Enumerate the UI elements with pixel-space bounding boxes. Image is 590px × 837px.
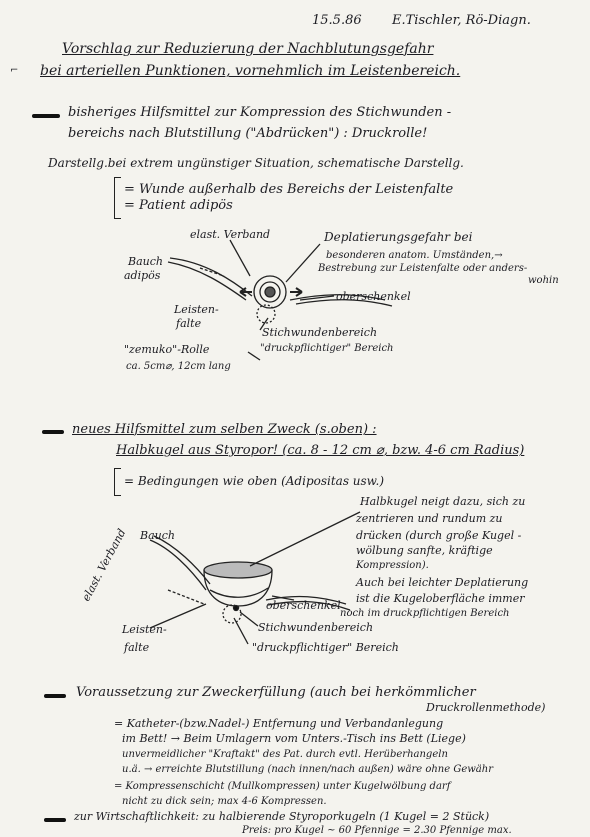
section-3-line-1b: Druckrollenmethode) [426, 701, 546, 714]
fig2-label-bauch: Bauch [140, 529, 175, 542]
section-2-line-2: Halbkugel aus Styropor! (ca. 8 - 12 cm ⌀, bzw. 4-6 cm Radius) [116, 443, 525, 458]
fig2-label-leisten: Leisten- [122, 623, 167, 636]
fig2-note-6: Auch bei leichter Deplatierung [356, 576, 529, 589]
section-3-bullet-1a: = Katheter-(bzw.Nadel-) Entfernung und Verbandanlegung [114, 717, 444, 730]
section-1-line-1: bisheriges Hilfsmittel zur Kompression des Stichwunden - [68, 105, 452, 120]
section-3-bullet-1d: u.ä. → erreichte Blutstillung (nach innen/nach außen) wäre ohne Gewähr [122, 764, 493, 775]
fig2-note-3: drücken (durch große Kugel - [356, 529, 522, 542]
fig1-label-masse: ca. 5cm⌀, 12cm lang [126, 361, 231, 372]
fig1-label-bestrebung: Bestrebung zur Leistenfalte oder anders- [318, 263, 528, 274]
section-2-line-1: neues Hilfsmittel zum selben Zweck (s.oben) : [72, 422, 377, 437]
section-4-bullet [44, 818, 66, 822]
fig2-label-verband: elast. Verband [79, 526, 129, 604]
fig2-label-oberschenkel: oberschenkel [266, 599, 341, 612]
section-3-line-1: Voraussetzung zur Zweckerfüllung (auch bei herkömmlicher [76, 685, 476, 700]
fig2-note-8: noch im druckpflichtigen Bereich [340, 608, 510, 619]
fig2-note-2: zentrieren und rundum zu [356, 512, 503, 525]
date: 15.5.86 [312, 13, 362, 28]
fig1-label-druckpflichtig: "druckpflichtiger" Bereich [260, 343, 394, 354]
section-4-line-1: zur Wirtschaftlichkeit: zu halbierende Styroporkugeln (1 Kugel = 2 Stück) [74, 810, 490, 823]
title-line-2: bei arteriellen Punktionen, vornehmlich im Leistenbereich. [40, 63, 461, 79]
author: E.Tischler, Rö-Diagn. [392, 13, 531, 28]
condition-2: = Patient adipös [124, 198, 233, 213]
fig1-label-rolle: "zemuko"-Rolle [124, 343, 210, 356]
fig1-label-deplatierung: Deplatierungsgefahr bei [324, 230, 473, 244]
fig1-label-adipoes: adipös [124, 269, 161, 282]
fig2-label-stichwunde: Stichwundenbereich [258, 621, 374, 634]
fig1-label-verband: elast. Verband [190, 228, 271, 241]
section-3-bullet-1b: im Bett! → Beim Umlagern vom Unters.-Tisch ins Bett (Liege) [122, 732, 466, 745]
fig1-label-wohin: wohin [528, 275, 559, 286]
fig1-label-umstaenden: besonderen anatom. Umständen,→ [326, 250, 503, 261]
fig1-label-stichwunde: Stichwundenbereich [262, 326, 378, 339]
section-1-line-2: bereichs nach Blutstillung ("Abdrücken") : Druckrolle! [68, 126, 428, 141]
fig2-note-7: ist die Kugeloberfläche immer [356, 592, 525, 605]
fig2-note-1: Halbkugel neigt dazu, sich zu [360, 495, 526, 508]
fig1-label-oberschenkel: oberschenkel [336, 290, 411, 303]
section-3-bullet [44, 694, 66, 698]
fig1-label-leisten: Leisten- [174, 303, 219, 316]
title-line-1: Vorschlag zur Reduzierung der Nachblutungsgefahr [62, 41, 434, 57]
condition-1: = Wunde außerhalb des Bereichs der Leistenfalte [124, 182, 454, 197]
fig2-label-druckpflichtig: "druckpflichtiger" Bereich [252, 641, 399, 654]
fig2-label-falte: falte [124, 641, 150, 654]
section-4-line-2: Preis: pro Kugel ~ 60 Pfennige = 2.30 Pfennige max. [242, 825, 512, 836]
section-1-line-3: Darstellg.bei extrem ungünstiger Situation, schematische Darstellg. [48, 156, 464, 170]
section-3-bullet-2b: nicht zu dick sein; max 4-6 Kompressen. [122, 796, 327, 807]
section-3-bullet-1c: unvermeidlicher "Kraftakt" des Pat. durch evtl. Herüberhangeln [122, 749, 448, 760]
fig1-label-falte: falte [176, 317, 202, 330]
section-3-bullet-2a: = Kompressenschicht (Mullkompressen) unter Kugelwölbung darf [114, 781, 451, 792]
fig2-note-4: wölbung sanfte, kräftige [356, 544, 493, 557]
margin-mark: ⌐ [10, 65, 19, 76]
fig1-label-bauch: Bauch [128, 255, 163, 268]
fig2-note-5: Kompression). [356, 560, 429, 571]
section-2-condition: = Bedingungen wie oben (Adipositas usw.) [124, 474, 385, 488]
